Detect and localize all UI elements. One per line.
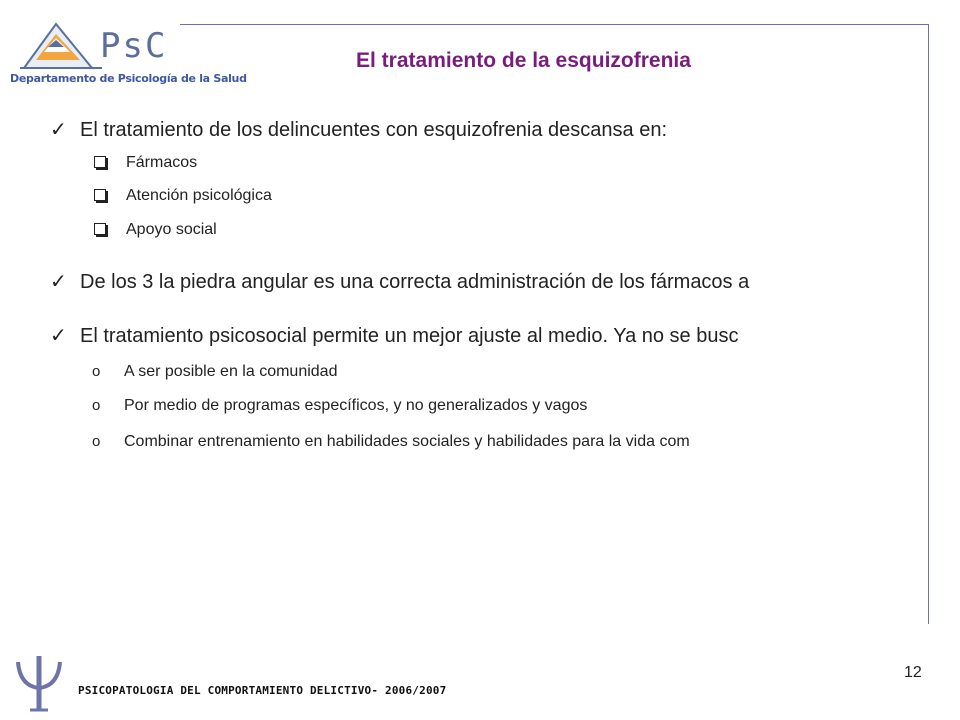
sub-bullet xyxy=(92,430,960,454)
check-icon: ✓ xyxy=(50,119,67,141)
sub-bullet-text: Apoyo social xyxy=(126,221,217,238)
logo-wordmark: PsC xyxy=(100,26,168,66)
circle-bullet-icon: o xyxy=(92,433,101,450)
sub-bullet-text: Fármacos xyxy=(126,154,198,171)
bullet-3 xyxy=(50,322,960,350)
sub-bullet-text: Por medio de programas específicos, y no generalizados y vagos xyxy=(124,397,588,414)
bullet-text: De los 3 la piedra angular es una correcta administración de los fármacos a xyxy=(80,271,750,293)
sub-bullet xyxy=(92,218,960,242)
sub-bullet-text: A ser posible en la comunidad xyxy=(124,363,338,380)
sub-bullet xyxy=(92,394,960,418)
circle-bullet-icon: o xyxy=(92,397,101,414)
psi-symbol-icon xyxy=(14,652,64,714)
sub-bullet-text: Atención psicológica xyxy=(126,187,272,204)
check-icon: ✓ xyxy=(50,271,67,293)
bullet-1 xyxy=(50,116,960,144)
bullet-text: El tratamiento psicosocial permite un mejor ajuste al medio. Ya no se busc xyxy=(80,325,739,347)
bullet-2 xyxy=(50,268,960,296)
department-name: Departamento de Psicología de la Salud xyxy=(10,72,247,85)
sub-bullet xyxy=(92,151,960,175)
sub-bullet xyxy=(92,360,960,384)
bullet-text: El tratamiento de los delincuentes con esquizofrenia descansa en: xyxy=(80,119,668,141)
circle-bullet-icon: o xyxy=(92,363,101,380)
square-checkbox-icon xyxy=(94,189,106,201)
slide-title: El tratamiento de la esquizofrenia xyxy=(356,49,691,72)
sub-bullet-text: Combinar entrenamiento en habilidades sociales y habilidades para la vida com xyxy=(124,433,690,450)
check-icon: ✓ xyxy=(50,325,67,347)
page-number: 12 xyxy=(904,664,922,681)
footer-course-title: PSICOPATOLOGIA DEL COMPORTAMIENTO DELICTIVO- 2006/2007 xyxy=(78,684,447,697)
square-checkbox-icon xyxy=(94,156,106,168)
square-checkbox-icon xyxy=(94,223,106,235)
sub-bullet xyxy=(92,184,960,208)
